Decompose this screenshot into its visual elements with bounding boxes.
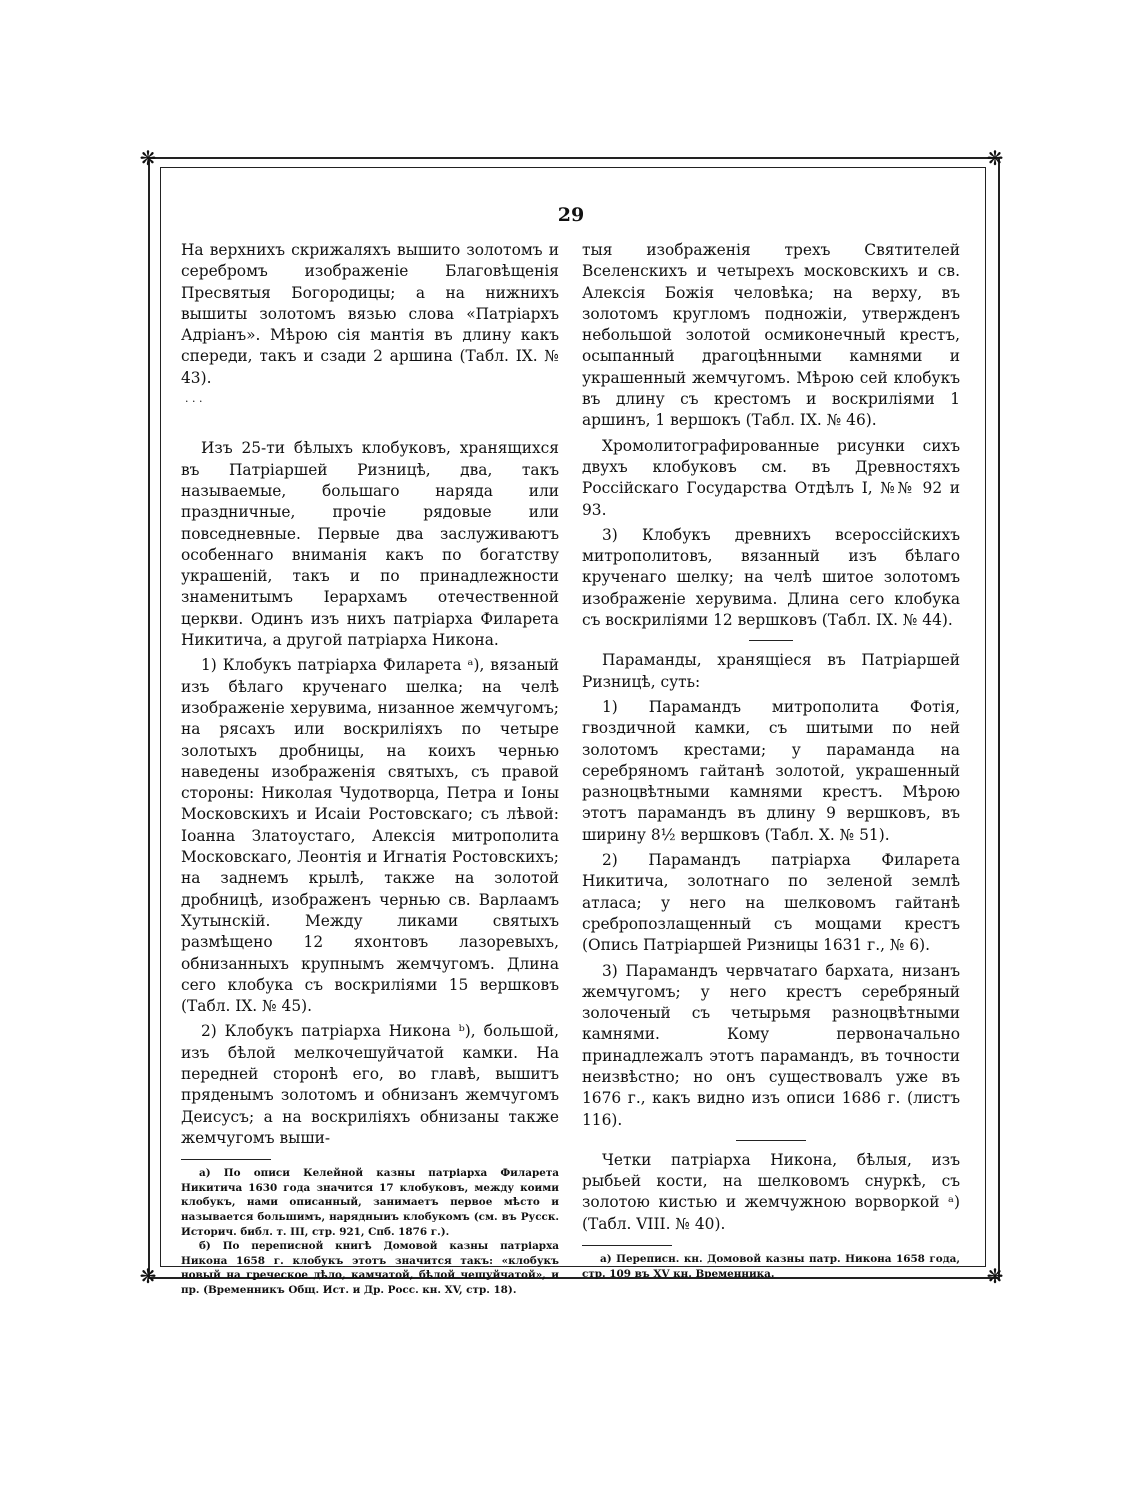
corner-ornament-top-right: ❋	[986, 146, 1004, 170]
right-column	[582, 240, 960, 1281]
paragraph-paramand-barhat: 3) Парамандъ червчатаго бархата, низанъ жемчугомъ; у него крестъ серебряный золоченый съ четырьмя разноцвѣтными камнями. Кому первоначально принадлежалъ этотъ парамандъ, въ точности неизвѣстно; но онъ существовалъ уже въ 1676 г., какъ видно изъ описи 1686 г. (листъ 116).	[582, 961, 960, 1129]
section-separator	[749, 640, 793, 641]
paragraph-klobuk-nikon-cont: тыя изображенія трехъ Святителей Вселенскихъ и четырехъ московскихъ и св. Алексія Божія человѣка; на верху, въ золотомъ кругломъ подножіи, утвержденъ небольшой золотой осмиконечный крестъ, осыпанный драгоцѣнными камнями и украшенный жемчугомъ. Мѣрою сей клобукъ въ длину съ крестомъ и воскриліями 1 аршинъ, 1 вершокъ (Табл. IX. № 46).	[582, 241, 960, 430]
paragraph-chromolitho: Хромолитографированные рисунки сихъ двухъ клобуковъ см. въ Древностяхъ Россійскаго Государства Отдѣлъ I, №№ 92 и 93.	[582, 436, 960, 519]
paragraph-chetki: Четки патріарха Никона, бѣлыя, изъ рыбьей кости, на шелковомъ снуркѣ, съ золотою кистью и жемчужною ворворкой ᵃ) (Табл. VIII. № 40).	[582, 1150, 960, 1233]
footnote-rule	[181, 1159, 271, 1160]
paragraph-klobuk-nikon: 2) Клобукъ патріарха Никона ᵇ), большой, изъ бѣлой мелкочешуйчатой камки. На передней сторонѣ его, во главѣ, вышитъ пряденымъ золотомъ и обнизанъ жемчугомъ Деисусъ; а на воскриліяхъ обнизаны также жемчугомъ выши-	[181, 1022, 559, 1147]
corner-ornament-top-left: ❋	[139, 146, 157, 170]
paragraph-klobuki-intro: Изъ 25-ти бѣлыхъ клобуковъ, хранящихся въ Патріаршей Ризницѣ, два, такъ называемые, большаго наряда или праздничные, прочіе рядовые или повседневные. Первые два заслуживаютъ особеннаго вниманія какъ по богатству украшеній, такъ и по принадлежности знаменитымъ Іерархамъ отечественной церкви. Одинъ изъ нихъ патріарха Филарета Никитича, а другой патріарха Никона.	[181, 439, 559, 650]
paragraph-paramand-filaret: 2) Парамандъ патріарха Филарета Никитича, золотнаго по зеленой землѣ атласа; у него на шелковомъ гайтанѣ сребропозлащенный съ мощами крестъ (Опись Патріаршей Ризницы 1631 г., № 6).	[582, 851, 960, 955]
paragraph-mantiya-end: На верхнихъ скрижаляхъ вышито золотомъ и серебромъ изображеніе Благовѣщенія Пресвятыя Богородицы; а на нижнихъ вышиты золотомъ вязью слова «Патріархъ Адріанъ». Мѣрою сія мантія въ длину какъ спереди, такъ и сзади 2 аршина (Табл. IX. № 43).	[181, 241, 559, 387]
dots: · · ·	[185, 395, 203, 409]
left-column	[181, 240, 559, 1298]
footnote-b: б) По переписной книгѣ Домовой казны патріарха Никона 1658 г. клобукъ этотъ значится такъ: «клобукъ новый на греческое дѣло, камчатой, бѣлой чешуйчатой», и пр. (Временникъ Общ. Ист. и Др. Росс. кн. XV, стр. 18).	[181, 1240, 559, 1296]
corner-ornament-bottom-right: ❋	[986, 1264, 1004, 1288]
paragraph-paramand-fotiy: 1) Парамандъ митрополита Фотія, гвоздичной камки, съ шитыми по ней золотомъ крестами; у параманда на серебряномъ гайтанѣ золотой, украшенный разноцвѣтными камнями крестъ. Мѣрою этотъ парамандъ въ длину 9 вершковъ, въ ширину 8½ вершковъ (Табл. X. № 51).	[582, 697, 960, 844]
footnote-rule	[582, 1245, 672, 1246]
paragraph-klobuk-metropolitans: 3) Клобукъ древнихъ всероссійскихъ митрополитовъ, вязанный изъ бѣлаго крученаго шелку; на челѣ шитое золотомъ изображеніе херувима. Длина сего клобука съ воскриліями 12 вершковъ (Табл. IX. № 44).	[582, 525, 960, 630]
footnote-a: а) По описи Келейной казны патріарха Филарета Никитича 1630 года значится 17 клобуковъ, между коими клобукъ, нами описанный, занимаетъ первое мѣсто и называется большимъ, нарядныиъ клобукомъ (см. въ Русск. Историч. библ. т. III, стр. 921, Спб. 1876 г.).	[181, 1167, 559, 1238]
footnote-a-right: а) Переписн. кн. Домовой казны патр. Никона 1658 года, стр. 109 въ XV кн. Временника.	[582, 1253, 960, 1280]
corner-ornament-bottom-left: ❋	[139, 1264, 157, 1288]
paragraph-klobuk-filaret: 1) Клобукъ патріарха Филарета ᵃ), вязаный изъ бѣлаго крученаго шелка; на челѣ изображеніе херувима, низанное жемчугомъ; на рясахъ или воскриліяхъ по четыре золотыхъ дробницы, на коихъ чернью наведены изображенія святыхъ, съ правой стороны: Николая Чудотворца, Петра и Іоны Московскихъ и Исаіи Ростовскаго; съ лѣвой: Іоанна Златоустаго, Алексія митрополита Московскаго, Леонтія и Игнатія Ростовскихъ; на заднемъ крылѣ, также на золотой дробницѣ, изображенъ чернью св. Варлаамъ Хутынскій. Между ликами святыхъ размѣщено 12 яхонтовъ лазоревыхъ, обнизанныхъ крупнымъ жемчугомъ. Длина сего клобука съ воскриліями 15 вершковъ (Табл. IX. № 45).	[181, 656, 559, 1016]
page-number: 29	[557, 204, 585, 226]
section-separator	[736, 1140, 806, 1141]
paragraph-paramandy-intro: Параманды, хранящіеся въ Патріаршей Ризницѣ, суть:	[582, 651, 960, 691]
